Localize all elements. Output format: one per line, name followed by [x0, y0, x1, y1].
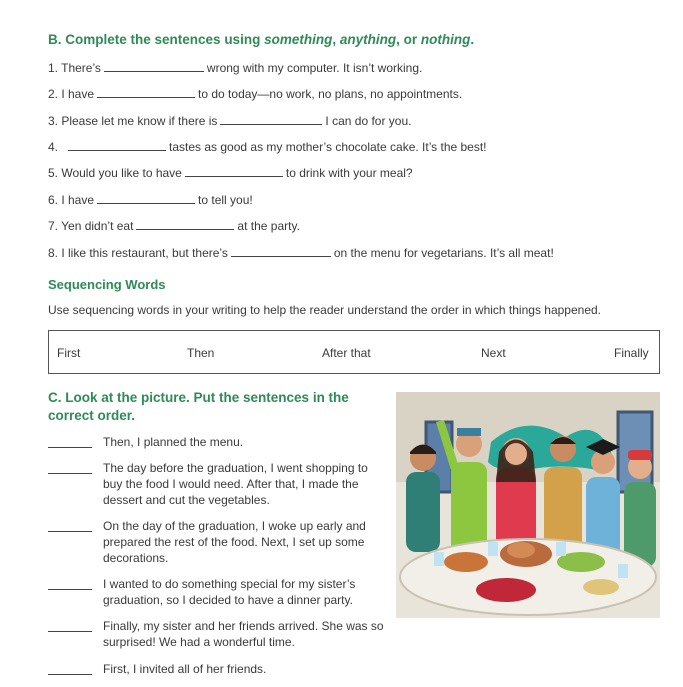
answer-blank-1[interactable]: [104, 60, 204, 72]
answer-blank-5[interactable]: [185, 165, 283, 177]
order-sentence-6: First, I invited all of her friends.: [103, 662, 267, 676]
sequence-word-first: First: [57, 346, 81, 360]
order-blank-6[interactable]: [48, 674, 92, 675]
order-sentence-3: On the day of the graduation, I woke up early and prepared the rest of the food. Next, I set up some decorations.: [103, 519, 366, 565]
answer-blank-7[interactable]: [136, 218, 234, 230]
party-illustration: [396, 392, 660, 618]
sequencing-word-box: [48, 330, 660, 374]
order-sentence-4: I wanted to do something special for my sister’s graduation, so I decided to have a dinner party.: [103, 577, 356, 607]
exercise-item-7: 7. Yen didn’t eat at the party.: [48, 219, 300, 233]
exercise-item-1: 1. There’s wrong with my computer. It isn’t working.: [48, 61, 423, 75]
section-c-letter: C.: [48, 390, 62, 405]
answer-blank-3[interactable]: [220, 113, 322, 125]
exercise-item-2: 2. I have to do today—no work, no plans, no appointments.: [48, 87, 463, 101]
order-blank-1[interactable]: [48, 447, 92, 448]
order-sentence-2: The day before the graduation, I went shopping to buy the food I would need. After that, I made the dessert and cut the vegetables.: [103, 461, 368, 507]
section-b-title: [48, 32, 474, 47]
sequence-word-next: Next: [481, 346, 506, 360]
exercise-item-6: 6. I have to tell you!: [48, 193, 253, 207]
sequence-word-finally: Finally: [614, 346, 649, 360]
exercise-item-8: 8. I like this restaurant, but there’s on the menu for vegetarians. It’s all meat!: [48, 246, 554, 260]
sequencing-description: Use sequencing words in your writing to help the reader understand the order in which things happened.: [48, 303, 602, 317]
order-sentence-5: Finally, my sister and her friends arrived. She was so surprised! We had a wonderful time.: [103, 619, 384, 649]
answer-blank-2[interactable]: [97, 86, 195, 98]
answer-blank-6[interactable]: [97, 192, 195, 204]
order-blank-4[interactable]: [48, 589, 92, 590]
order-blank-5[interactable]: [48, 631, 92, 632]
exercise-item-3: 3. Please let me know if there is I can do for you.: [48, 114, 412, 128]
section-c-title: [48, 389, 378, 425]
section-b-letter: B.: [48, 32, 62, 47]
answer-blank-8[interactable]: [231, 245, 331, 257]
answer-blank-4[interactable]: [68, 139, 166, 151]
sequencing-title: Sequencing Words: [48, 277, 166, 292]
section-c-instruction: Look at the picture. Put the sentences in the correct order.: [48, 390, 349, 423]
exercise-item-4: 4. tastes as good as my mother’s chocolate cake. It’s the best!: [48, 140, 487, 154]
order-blank-3[interactable]: [48, 531, 92, 532]
order-sentence-1: Then, I planned the menu.: [103, 435, 244, 449]
order-blank-2[interactable]: [48, 473, 92, 474]
sequence-word-after-that: After that: [322, 346, 371, 360]
section-b-instruction: Complete the sentences using something, anything, or nothing.: [65, 32, 475, 47]
exercise-item-5: 5. Would you like to have to drink with your meal?: [48, 166, 413, 180]
sequence-word-then: Then: [187, 346, 215, 360]
